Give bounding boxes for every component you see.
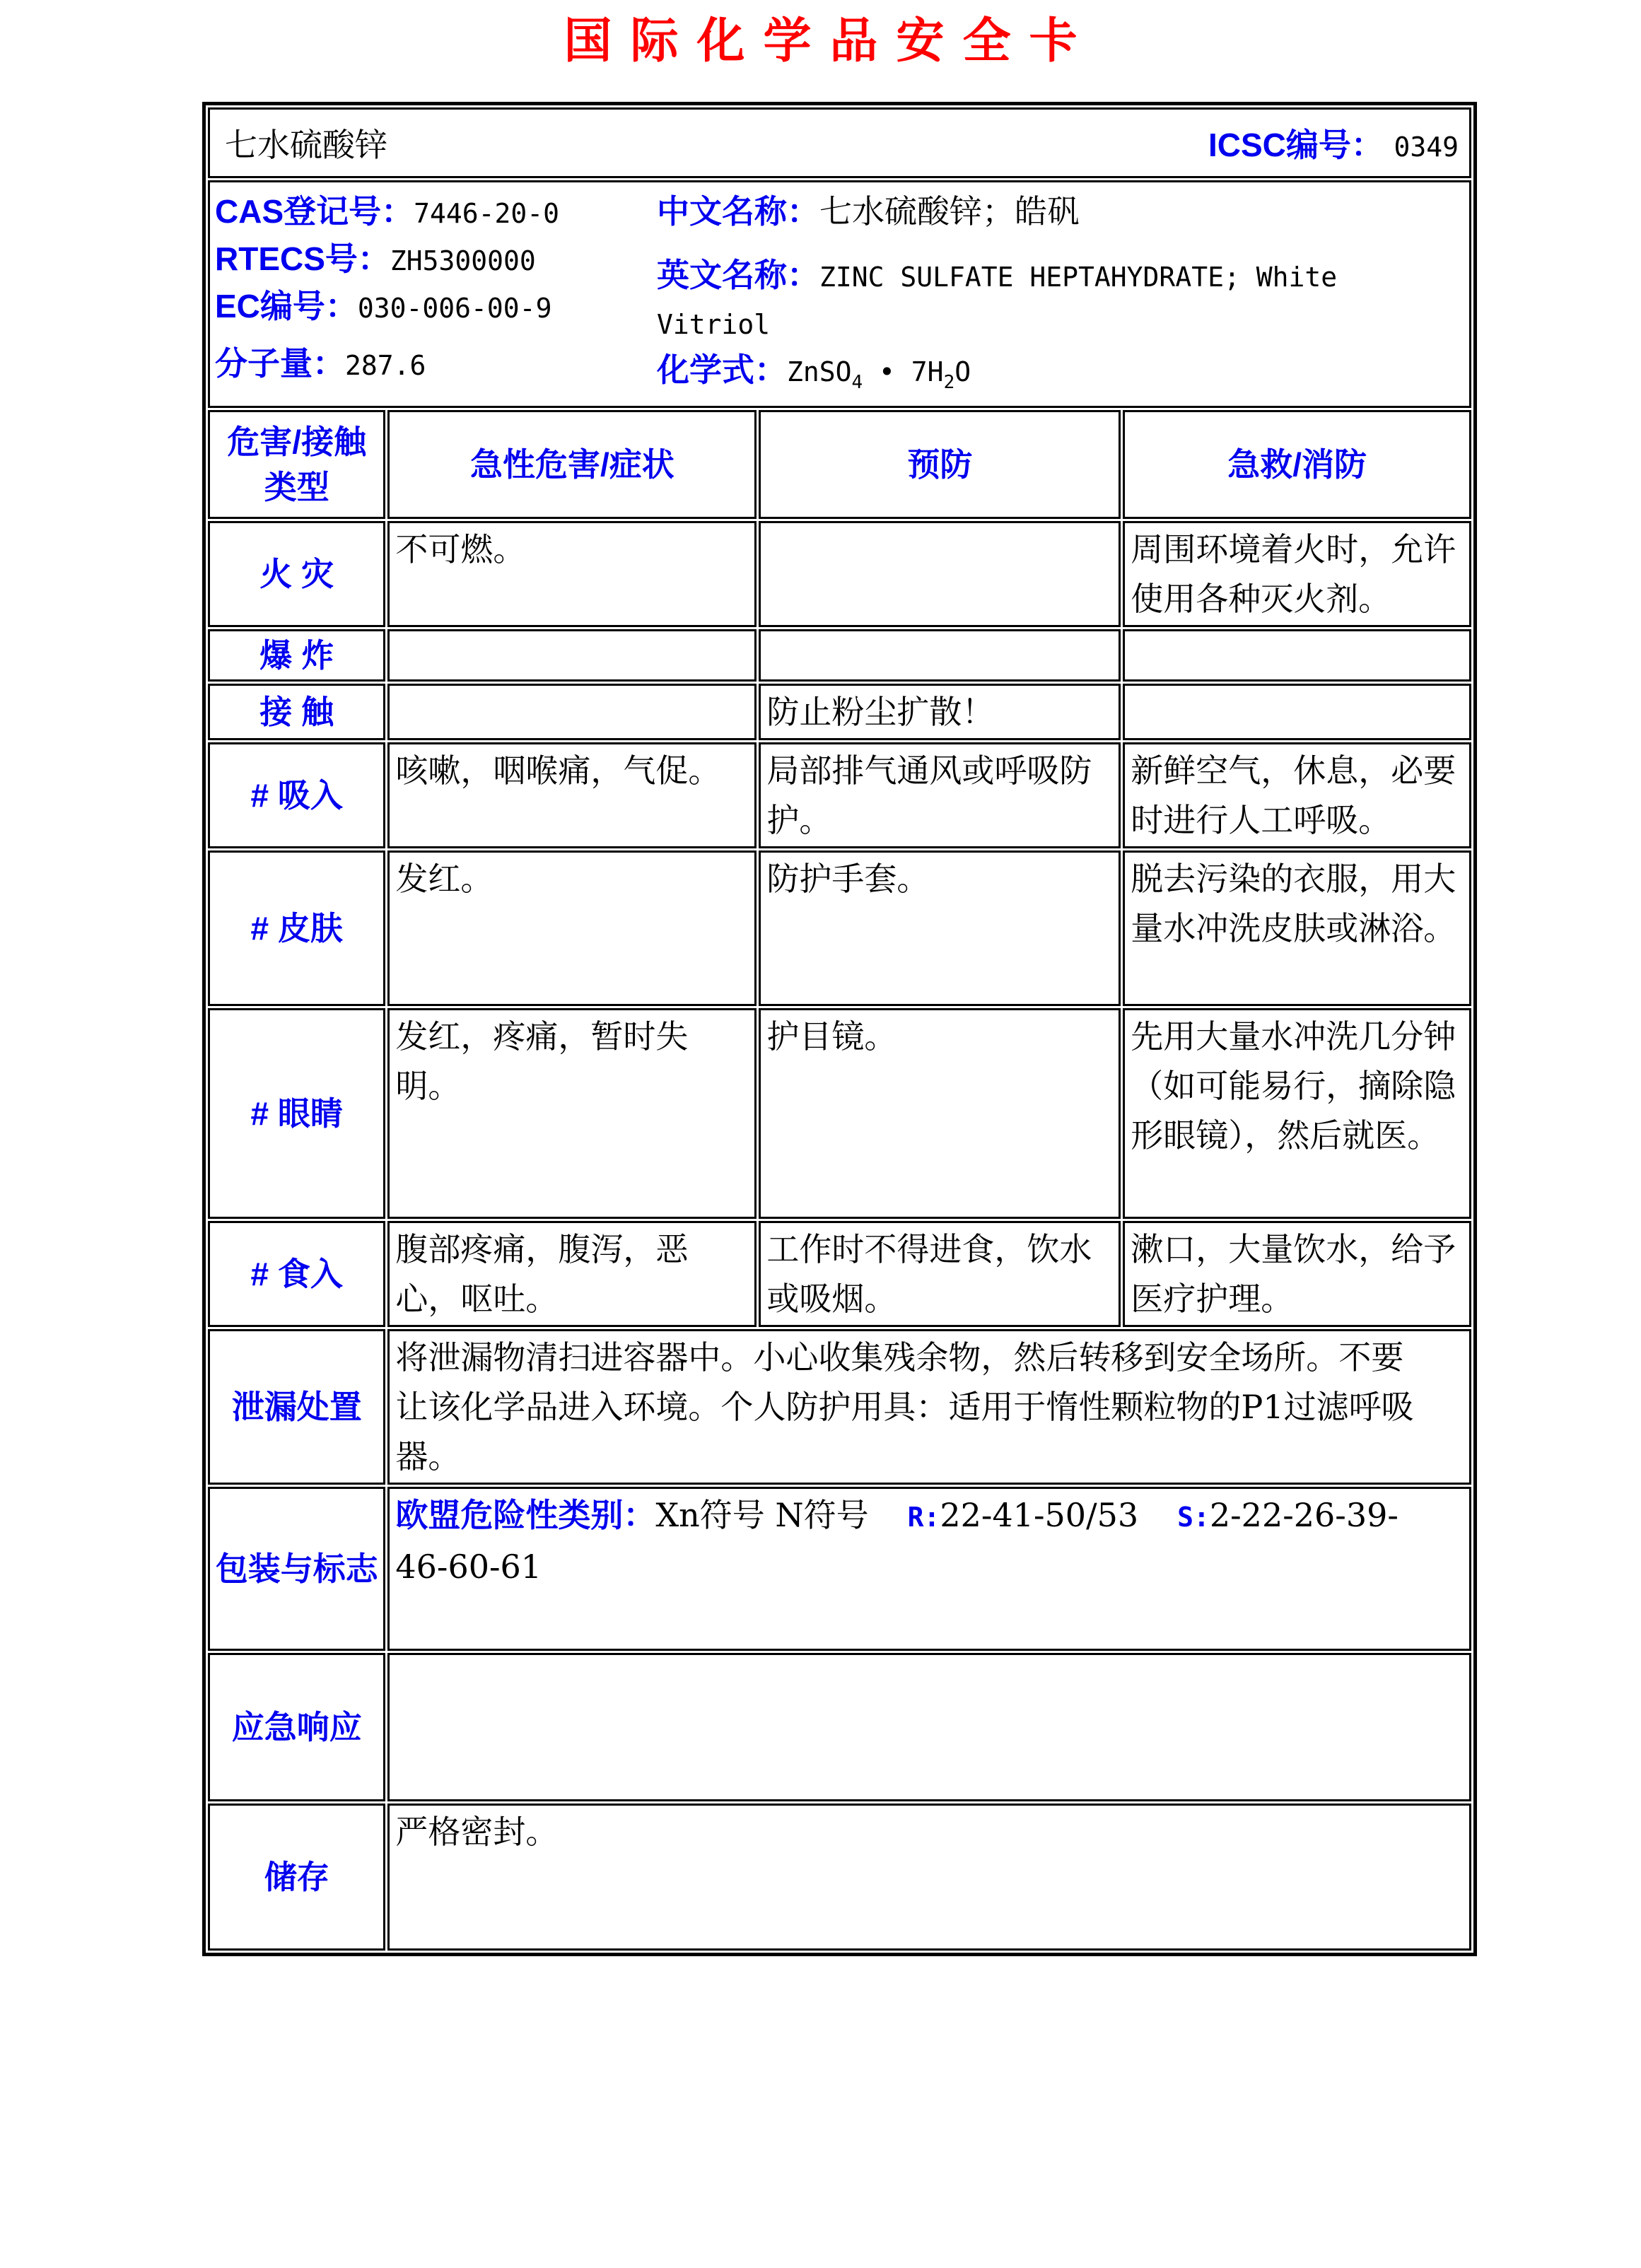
spill-row xyxy=(208,1329,1471,1485)
packaging-row-label: 包装与标志 xyxy=(208,1487,385,1651)
eyes-first-aid-cell: 先用大量水冲洗几分钟（如可能易行，摘除隐形眼镜），然后就医。 xyxy=(1123,1008,1471,1219)
explosion-row xyxy=(208,629,1471,682)
ec-number-line xyxy=(215,284,657,331)
spill-content-cell: 将泄漏物清扫进容器中。小心收集残余物，然后转移到安全场所。不要让该化学品进入环境。个人防护用具：适用于惰性颗粒物的P1过滤呼吸器。 xyxy=(387,1329,1471,1485)
molecular-weight-line xyxy=(215,341,657,388)
header-first-aid: 急救/消防 xyxy=(1123,410,1471,519)
header-prevention: 预防 xyxy=(759,410,1121,519)
registry-numbers-column xyxy=(215,189,657,388)
formula-mid: • 7H xyxy=(863,356,944,387)
icsc-number xyxy=(1208,119,1459,166)
s-phrases-value-line2: 46-60-61 xyxy=(395,1548,542,1586)
fire-symptoms-cell: 不可燃。 xyxy=(387,521,757,627)
identifiers-cell xyxy=(208,180,1471,408)
rtecs-value: ZH5300000 xyxy=(390,245,536,276)
skin-symptoms-cell: 发红。 xyxy=(387,850,757,1006)
substance-header-row xyxy=(208,107,1471,178)
storage-content-cell: 严格密封。 xyxy=(387,1804,1471,1951)
cas-value: 7446-20-0 xyxy=(414,198,560,229)
explosion-row-label: 爆 炸 xyxy=(208,629,385,682)
fire-row-label: 火 灾 xyxy=(208,521,385,627)
spill-row-label: 泄漏处置 xyxy=(208,1329,385,1485)
skin-first-aid-cell: 脱去污染的衣服，用大量水冲洗皮肤或淋浴。 xyxy=(1123,850,1471,1006)
ingestion-symptoms-cell: 腹部疼痛，腹泻，恶心，呕吐。 xyxy=(387,1221,757,1327)
formula-subscript-1: 4 xyxy=(851,372,863,394)
skin-row-label: # 皮肤 xyxy=(208,850,385,1006)
contact-first-aid-cell xyxy=(1123,684,1471,740)
cas-label: CAS登记号： xyxy=(215,193,414,230)
skin-row xyxy=(208,850,1471,1006)
english-name-label: 英文名称： xyxy=(657,257,819,293)
eyes-row xyxy=(208,1008,1471,1219)
icsc-number-value: 0349 xyxy=(1394,131,1459,163)
substance-header-cell xyxy=(208,107,1471,178)
eyes-row-label: # 眼睛 xyxy=(208,1008,385,1219)
fire-first-aid-cell: 周围环境着火时，允许使用各种灭火剂。 xyxy=(1123,521,1471,627)
molecular-weight-value: 287.6 xyxy=(345,350,426,381)
packaging-row xyxy=(208,1487,1471,1651)
fire-row xyxy=(208,521,1471,627)
eu-classification-label: 欧盟危险性类别： xyxy=(395,1497,656,1534)
emergency-row-label: 应急响应 xyxy=(208,1653,385,1801)
chinese-name-value: 七水硫酸锌；皓矾 xyxy=(819,192,1080,230)
fire-prevention-cell xyxy=(759,521,1121,627)
ec-label: EC编号： xyxy=(215,288,358,325)
substance-header xyxy=(211,119,1468,166)
explosion-first-aid-cell xyxy=(1123,629,1471,682)
column-header-row xyxy=(208,410,1471,519)
ingestion-first-aid-cell: 漱口，大量饮水，给予医疗护理。 xyxy=(1123,1221,1471,1327)
ingestion-row-label: # 食入 xyxy=(208,1221,385,1327)
chinese-name-label: 中文名称： xyxy=(657,193,819,230)
inhalation-row-label: # 吸入 xyxy=(208,742,385,848)
names-column xyxy=(657,189,1464,405)
header-acute-symptoms: 急性危害/症状 xyxy=(387,410,757,519)
ingestion-prevention-cell: 工作时不得进食，饮水或吸烟。 xyxy=(759,1221,1121,1327)
s-phrases-value-line1: 2-22-26-39- xyxy=(1209,1496,1398,1535)
formula-base: ZnSO xyxy=(787,356,852,387)
s-phrases-label: S: xyxy=(1177,1502,1210,1533)
identifiers-block xyxy=(211,183,1468,405)
english-name-line xyxy=(657,252,1464,347)
contact-prevention-cell: 防止粉尘扩散！ xyxy=(759,684,1121,740)
skin-prevention-cell: 防护手套。 xyxy=(759,850,1121,1006)
ec-value: 030-006-00-9 xyxy=(357,293,552,324)
emergency-row xyxy=(208,1653,1471,1801)
icsc-page xyxy=(0,11,1641,1956)
inhalation-symptoms-cell: 咳嗽，咽喉痛，气促。 xyxy=(387,742,757,848)
emergency-content-cell xyxy=(387,1653,1471,1801)
cas-number-line xyxy=(215,189,657,236)
explosion-symptoms-cell xyxy=(387,629,757,682)
chinese-name-line xyxy=(657,189,1464,234)
formula-subscript-2: 2 xyxy=(943,372,955,394)
english-name-value: ZINC SULFATE HEPTAHYDRATE; White Vitriol xyxy=(657,262,1338,340)
substance-name: 七水硫酸锌 xyxy=(225,126,387,164)
storage-row-label: 储存 xyxy=(208,1804,385,1951)
contact-row-label: 接 触 xyxy=(208,684,385,740)
page-title: 国际化学品安全卡 xyxy=(563,13,1096,69)
icsc-card-table xyxy=(202,102,1477,1956)
eyes-symptoms-cell: 发红，疼痛，暂时失明。 xyxy=(387,1008,757,1219)
inhalation-first-aid-cell: 新鲜空气，休息，必要时进行人工呼吸。 xyxy=(1123,742,1471,848)
identifiers-row xyxy=(208,180,1471,408)
formula-line xyxy=(657,347,1464,405)
eu-symbols: Xn符号 N符号 xyxy=(655,1496,869,1535)
formula-label: 化学式： xyxy=(657,351,787,388)
inhalation-prevention-cell: 局部排气通风或呼吸防护。 xyxy=(759,742,1121,848)
contact-row xyxy=(208,684,1471,740)
r-phrases-label: R: xyxy=(907,1502,940,1533)
header-hazard-type xyxy=(208,410,385,519)
formula-end: O xyxy=(954,356,971,387)
rtecs-number-line xyxy=(215,236,657,284)
icsc-number-label: ICSC编号： xyxy=(1208,127,1384,163)
packaging-content-cell xyxy=(387,1487,1471,1651)
ingestion-row xyxy=(208,1221,1471,1327)
inhalation-row xyxy=(208,742,1471,848)
contact-symptoms-cell xyxy=(387,684,757,740)
header-hazard-type-line2: 类型 xyxy=(264,469,329,506)
header-hazard-type-line1: 危害/接触 xyxy=(227,423,367,461)
explosion-prevention-cell xyxy=(759,629,1121,682)
eu-classification-line xyxy=(395,1490,1435,1542)
storage-row xyxy=(208,1804,1471,1951)
eyes-prevention-cell: 护目镜。 xyxy=(759,1008,1121,1219)
r-phrases-value: 22-41-50/53 xyxy=(940,1496,1139,1535)
molecular-weight-label: 分子量： xyxy=(215,345,345,382)
rtecs-label: RTECS号： xyxy=(215,240,390,277)
